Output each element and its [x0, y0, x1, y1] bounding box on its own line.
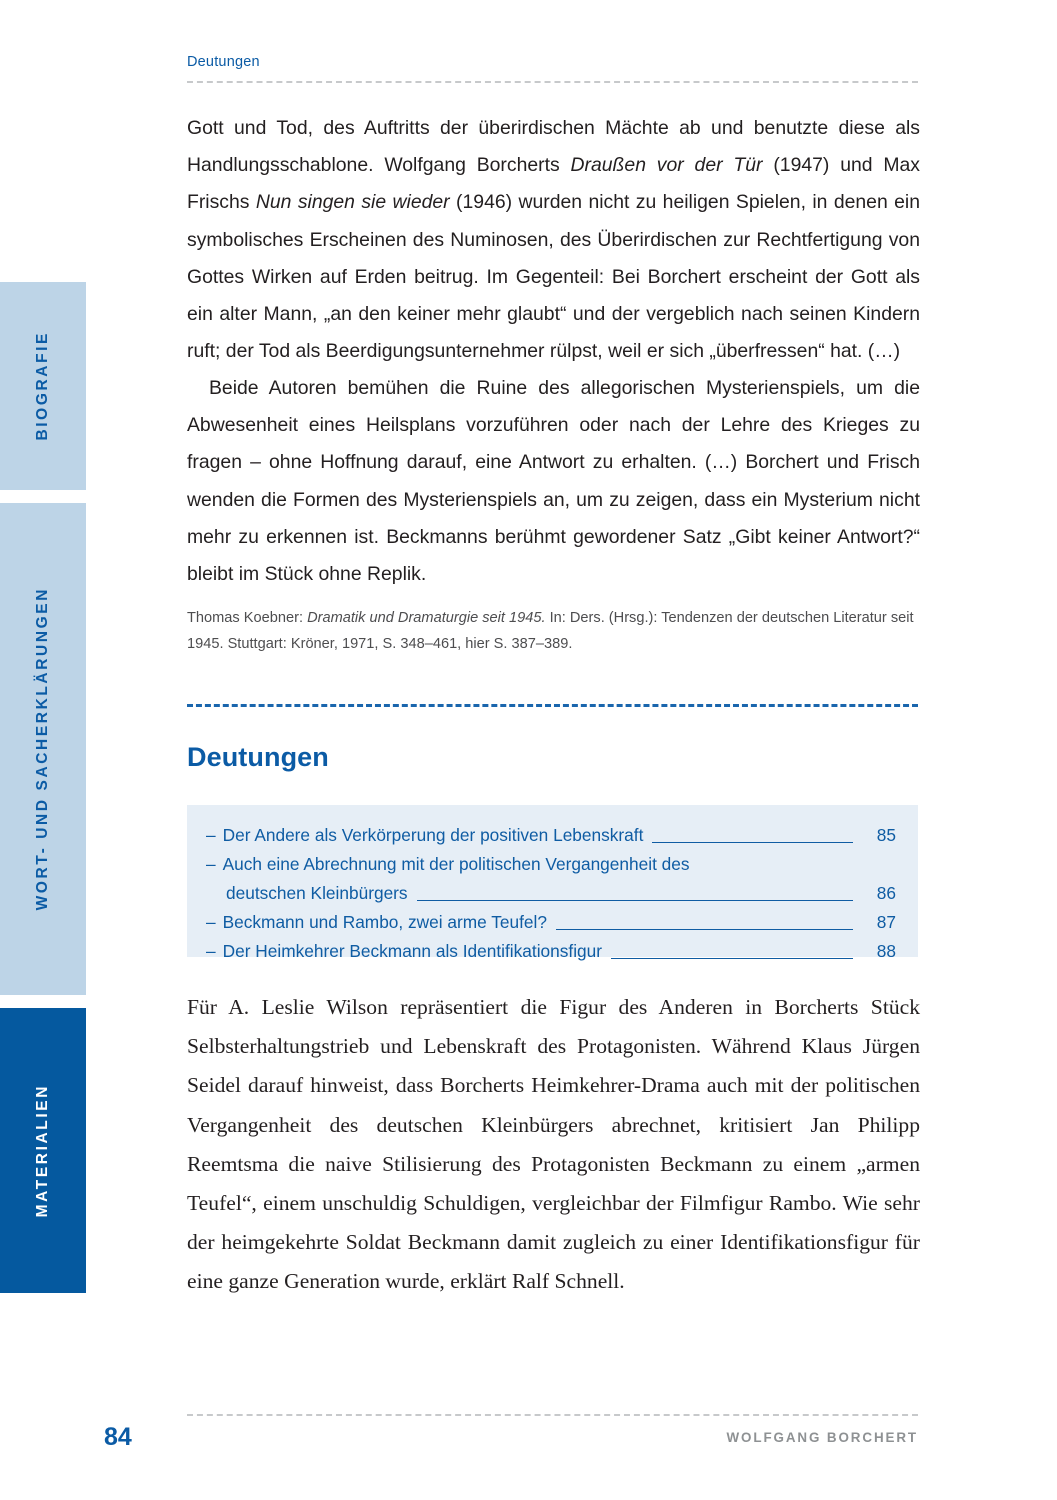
toc-entry[interactable] — [206, 821, 896, 850]
footer-book-title: WOLFGANG BORCHERT — [726, 1430, 918, 1445]
toc-entry[interactable] — [206, 937, 896, 966]
paragraph-text: Beide Autoren bemühen die Ruine des allegorischen Mysterienspiels, um die Abwesenheit eines Heilsplans vorzuführen oder nach der Lehre des Krieges zu fragen – ohne Hoffnung darauf, eine Antwort zu erhalten. (…) Borchert und Frisch wenden die Formen des Mysterienspiels an, um zu zeigen, dass ein Mysterium nicht mehr zu erkennen ist. Beckmanns berühmt gewordener Satz „Gibt keiner Antwort?“ bleibt im Stück ohne Replik. — [187, 377, 920, 586]
toc-leader-rule — [652, 842, 853, 843]
quoted-text-paragraph-1 — [187, 110, 920, 370]
toc-bullet: – — [206, 854, 216, 874]
side-tab-wort-und-sacherklaerungen[interactable] — [0, 503, 86, 995]
toc-entry[interactable] — [206, 850, 896, 879]
toc-bullet: – — [206, 941, 216, 961]
toc-entry-page: 88 — [876, 941, 896, 961]
section-contents-box — [187, 805, 918, 961]
toc-entry-title: Der Heimkehrer Beckmann als Identifikationsfigur — [222, 941, 603, 961]
commentary-paragraph — [187, 988, 920, 1302]
toc-entry-title: Auch eine Abrechnung mit der politischen Vergangenheit des — [222, 854, 690, 874]
toc-entry-title: Der Andere als Verkörperung der positiven Lebenskraft — [222, 825, 644, 845]
toc-bullet: – — [206, 912, 216, 932]
toc-entry[interactable] — [206, 908, 896, 937]
running-head: Deutungen — [187, 54, 260, 70]
toc-leader-rule — [417, 900, 853, 901]
toc-entry-title: Beckmann und Rambo, zwei arme Teufel? — [222, 912, 547, 932]
section-heading: Deutungen — [187, 742, 329, 772]
toc-entry-page: 85 — [876, 825, 896, 845]
side-tab-biografie[interactable] — [0, 282, 86, 490]
toc-list — [206, 821, 896, 966]
toc-leader-rule — [556, 929, 853, 930]
toc-entry-continuation[interactable] — [206, 879, 896, 908]
side-tab-materialien[interactable] — [0, 1008, 86, 1293]
side-tab-rail — [0, 0, 86, 1500]
source-citation: Thomas Koebner: Dramatik und Dramaturgie seit 1945. In: Ders. (Hrsg.): Tendenzen der deutschen Literatur seit 1945. Stuttgart: Kröner, 1971, S. 348–461, hier S. 387–389. — [187, 610, 914, 652]
section-divider — [187, 704, 918, 707]
toc-bullet: – — [206, 825, 216, 845]
toc-entry-title: deutschen Kleinbürgers — [226, 883, 408, 903]
paragraph-text: Gott und Tod, des Auftritts der überirdischen Mächte ab und benutzte diese als Handlungsschablone. Wolfgang Borcherts Draußen vor der Tür (1947) und Max Frischs Nun singen sie wieder (1946) wurden nicht zu heiligen Spielen, in denen ein symbolisches Erscheinen des Numinosen, des Überirdischen zur Rechtfertigung von Gottes Wirken auf Erden beitrug. Im Gegenteil: Bei Borchert erscheint der Gott als ein alter Mann, „an den keiner mehr glaubt“ und der vergeblich nach seinen Kindern ruft; der Tod als Beerdigungsunternehmer rülpst, weil er sich „überfressen“ hat. (…) — [187, 117, 921, 363]
footer-divider — [187, 1414, 918, 1416]
side-tab-label: WORT- UND SACHERKLÄRUNGEN — [34, 587, 52, 911]
side-tab-label: MATERIALIEN — [34, 1083, 52, 1218]
paragraph-text: Für A. Leslie Wilson repräsentiert die Figur des Anderen in Borcherts Stück Selbsterhaltungstrieb und Lebenskraft des Protagonisten. Während Klaus Jürgen Seidel darauf hinweist, dass Borcherts Heimkehrer-Drama auch mit der politischen Vergangenheit des deutschen Kleinbürgers abrechnet, kritisiert Jan Philipp Reemtsma die naive Stilisierung des Protagonisten Beckmann zu einem „armen Teufel“, einem unschuldig Schuldigen, vergleichbar der Filmfigur Rambo. Wie sehr der heimgekehrte Soldat Beckmann damit zugleich zu einer Identifikationsfigur für eine ganze Generation wurde, erklärt Ralf Schnell. — [187, 995, 920, 1294]
quoted-text-paragraph-2 — [187, 370, 920, 593]
page-number: 84 — [104, 1423, 132, 1451]
toc-leader-rule — [611, 958, 853, 959]
toc-entry-page: 87 — [876, 912, 896, 932]
header-divider — [187, 81, 918, 83]
toc-entry-page: 86 — [876, 883, 896, 903]
side-tab-label: BIOGRAFIE — [34, 331, 52, 441]
